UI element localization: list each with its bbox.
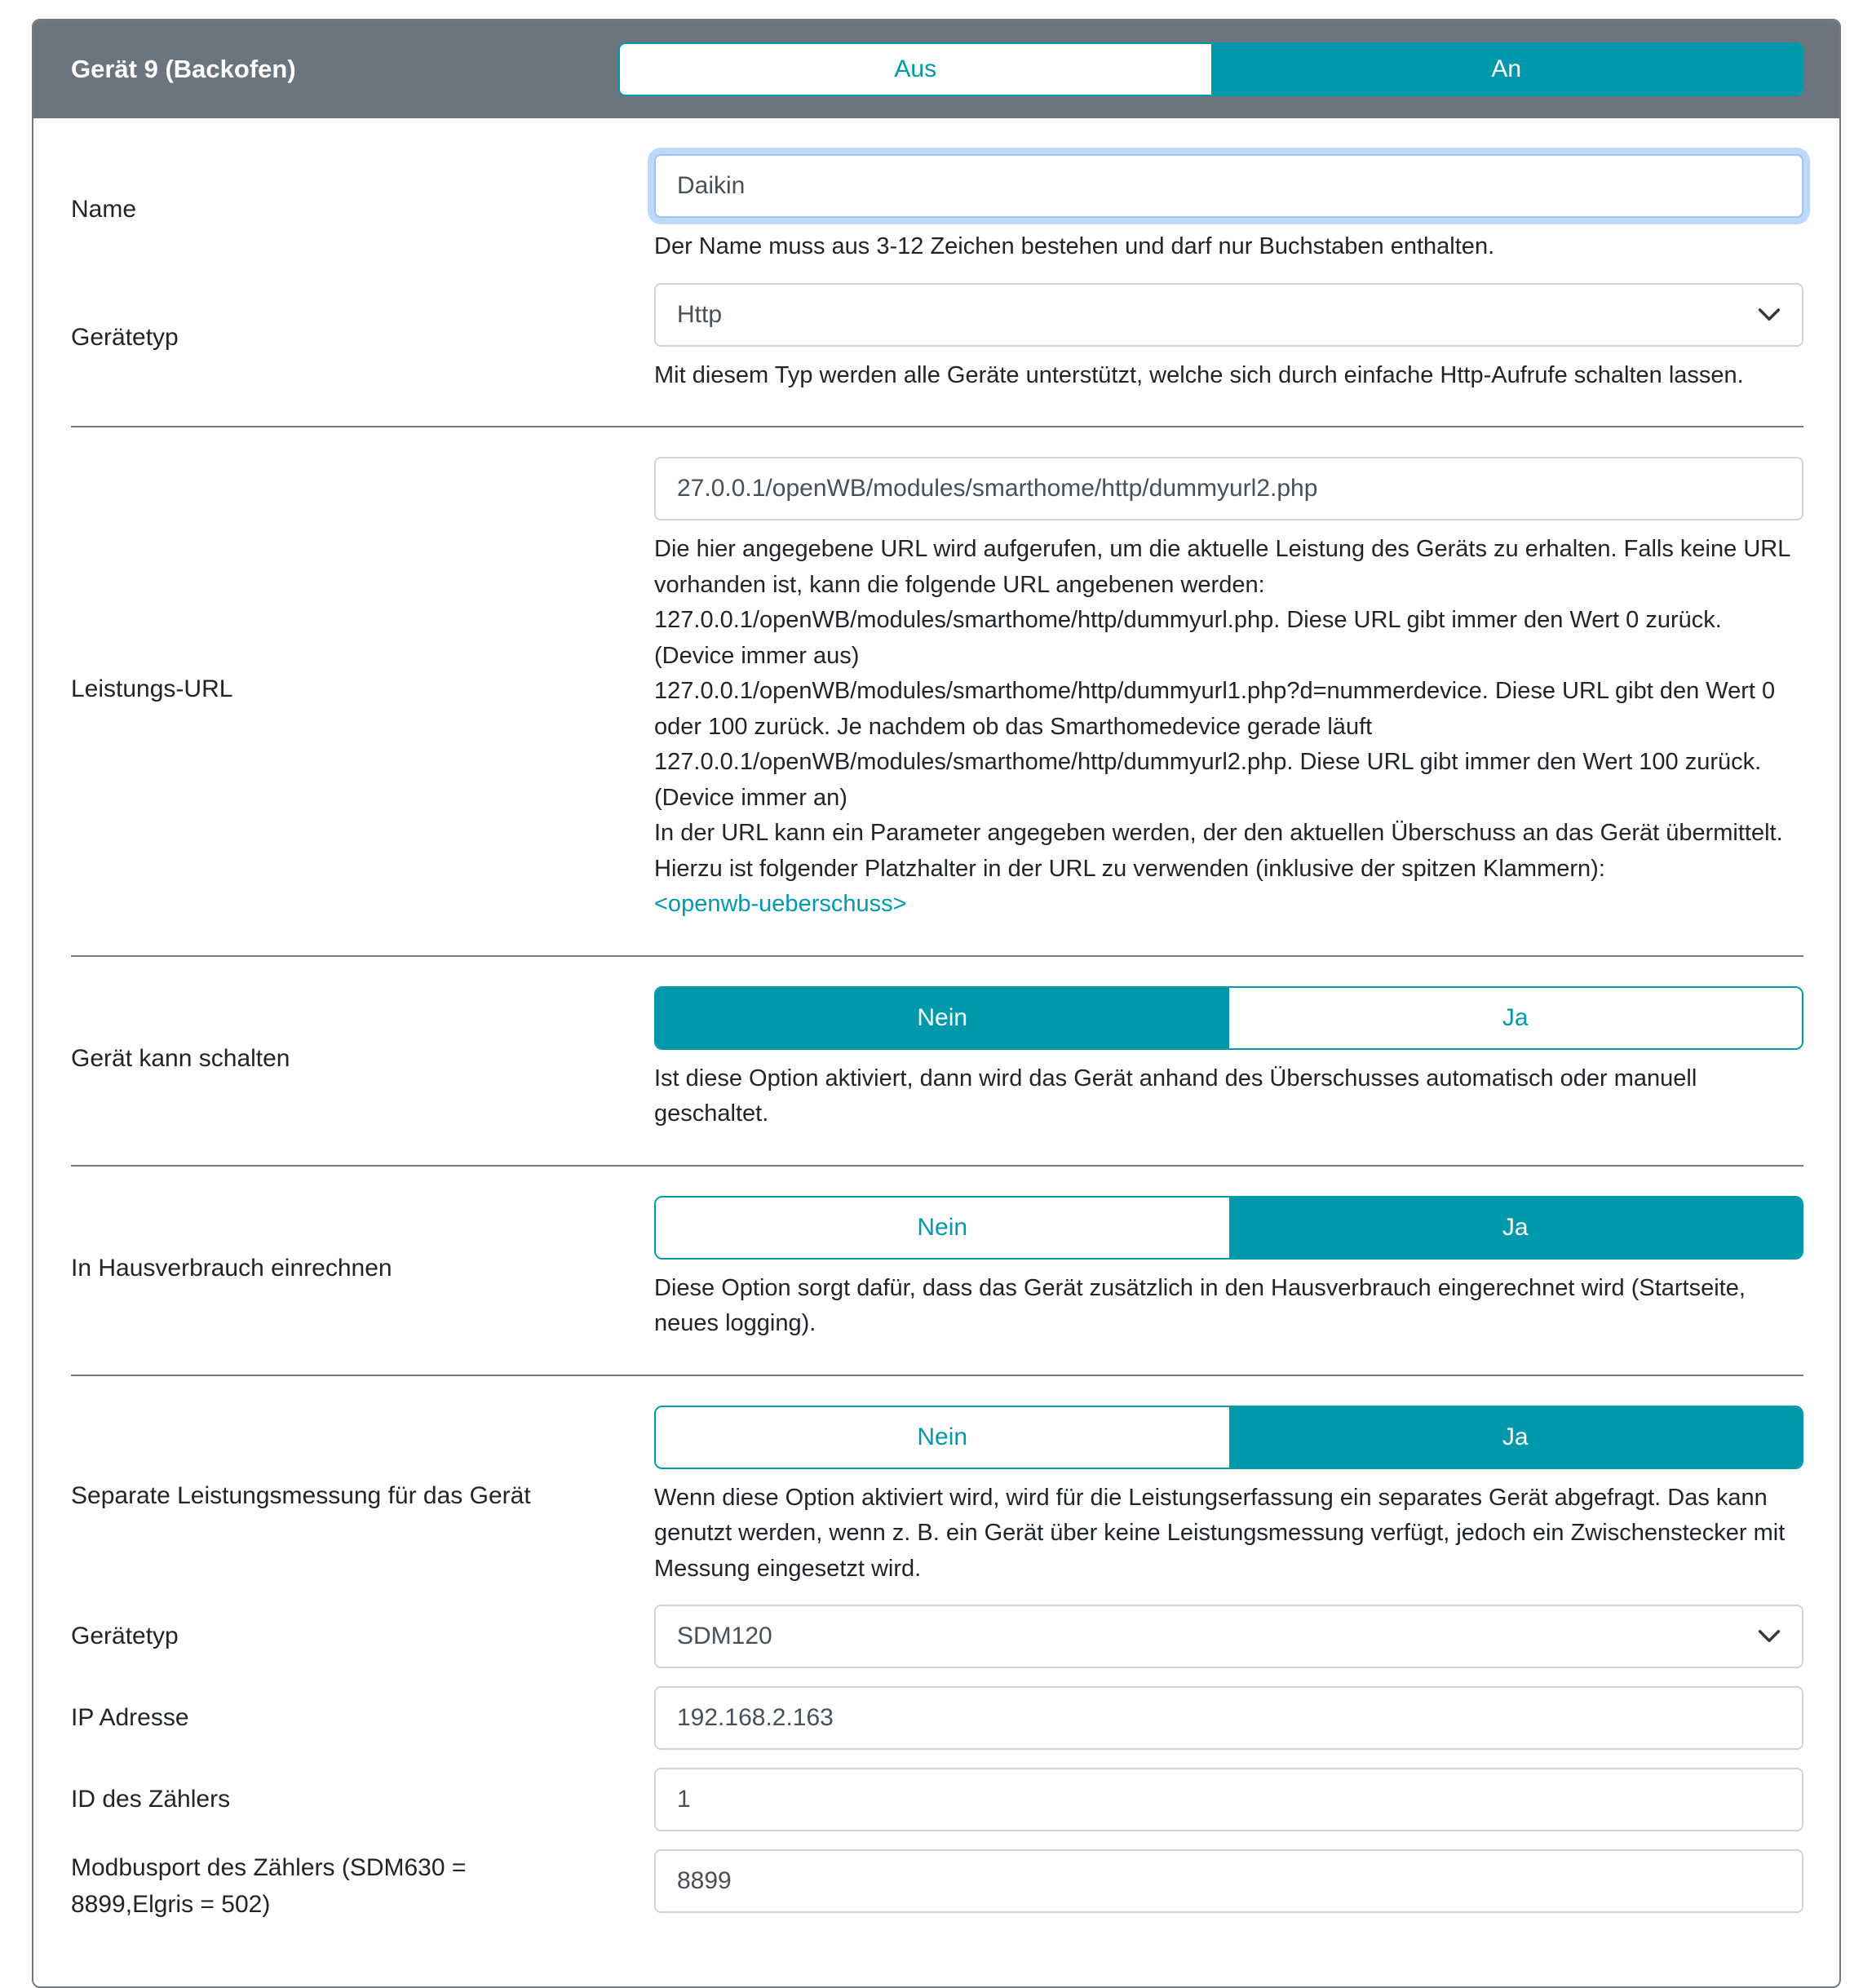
power-url-input[interactable]	[654, 457, 1803, 520]
house-consumption-row	[71, 1196, 1803, 1342]
power-url-help-line: Die hier angegebene URL wird aufgerufen, um die aktuelle Leistung des Geräts zu erhalten. Falls keine URL vorhanden ist, kann die folgende URL angebenen werden:	[654, 536, 1790, 598]
device-power-on-button[interactable]: An	[1211, 44, 1803, 95]
can-switch-yes-button[interactable]: Ja	[1229, 988, 1803, 1048]
meter-type-selected-value: SDM120	[677, 1623, 772, 1649]
separate-measurement-no-button[interactable]: Nein	[656, 1407, 1229, 1468]
device-type-select[interactable]	[654, 283, 1803, 347]
separate-measurement-row	[71, 1406, 1803, 1587]
separate-measurement-label: Separate Leistungsmessung für das Gerät	[71, 1481, 531, 1509]
section-divider	[71, 955, 1803, 957]
meter-type-row	[71, 1605, 1803, 1668]
meter-id-label: ID des Zählers	[71, 1786, 231, 1813]
power-url-help	[654, 532, 1803, 923]
separate-measurement-help: Wenn diese Option aktiviert wird, wird für die Leistungserfassung ein separates Gerät abgefragt. Das kann genutzt werden, wenn z. B. ein Gerät über keine Leistungsmessung verfügt, jedoch ein Zwischenstecker mit Messung eingesetzt wird.	[654, 1484, 1786, 1582]
section-divider	[71, 1375, 1803, 1376]
name-label: Name	[71, 195, 137, 223]
device-power-off-button[interactable]: Aus	[620, 44, 1211, 95]
chevron-down-icon	[1758, 308, 1781, 322]
power-url-help-line: In der URL kann ein Parameter angegeben werden, der den aktuellen Überschuss an das Gerät übermittelt. Hierzu ist folgender Platzhalter in der URL zu verwenden (inklusive der spitzen Klammern):	[654, 820, 1783, 882]
power-url-help-line: 127.0.0.1/openWB/modules/smarthome/http/dummyurl2.php. Diese URL gibt immer den Wert 100 zurück. (Device immer an)	[654, 749, 1762, 811]
modbus-port-input[interactable]	[654, 1849, 1803, 1913]
name-help: Der Name muss aus 3-12 Zeichen bestehen und darf nur Buchstaben enthalten.	[654, 233, 1495, 259]
house-consumption-no-button[interactable]: Nein	[656, 1198, 1229, 1258]
device-title: Gerät 9 (Backofen)	[71, 55, 296, 83]
meter-type-select[interactable]	[654, 1605, 1803, 1668]
ip-address-input[interactable]	[654, 1686, 1803, 1750]
can-switch-label: Gerät kann schalten	[71, 1045, 290, 1072]
can-switch-row	[71, 986, 1803, 1132]
house-consumption-help: Diese Option sorgt dafür, dass das Gerät zusätzlich in den Hausverbrauch eingerechnet wird (Startseite, neues logging).	[654, 1274, 1746, 1336]
house-consumption-label: In Hausverbrauch einrechnen	[71, 1255, 392, 1282]
device-type-row	[71, 283, 1803, 394]
meter-id-row	[71, 1768, 1803, 1831]
ip-address-label: IP Adresse	[71, 1704, 189, 1731]
meter-id-input[interactable]	[654, 1768, 1803, 1831]
separate-measurement-toggle	[654, 1406, 1803, 1469]
device-type-help: Mit diesem Typ werden alle Geräte unterstützt, welche sich durch einfache Http-Aufrufe schalten lassen.	[654, 361, 1744, 388]
name-input[interactable]	[654, 154, 1803, 218]
device-settings-card	[32, 19, 1841, 1988]
separate-measurement-yes-button[interactable]: Ja	[1229, 1407, 1803, 1468]
device-card-header	[33, 20, 1839, 118]
modbus-port-label: Modbusport des Zählers (SDM630 = 8899,Elgris = 502)	[71, 1854, 467, 1918]
power-url-row	[71, 457, 1803, 923]
device-power-toggle	[618, 42, 1803, 96]
can-switch-toggle	[654, 986, 1803, 1050]
power-url-label: Leistungs-URL	[71, 675, 233, 703]
power-url-help-line: 127.0.0.1/openWB/modules/smarthome/http/dummyurl1.php?d=nummerdevice. Diese URL gibt den Wert 0 oder 100 zurück. Je nachdem ob das Smarthomedevice gerade läuft	[654, 678, 1776, 740]
house-consumption-yes-button[interactable]: Ja	[1229, 1198, 1803, 1258]
house-consumption-toggle	[654, 1196, 1803, 1260]
ueberschuss-placeholder-token: <openwb-ueberschuss>	[654, 891, 907, 917]
section-divider	[71, 1165, 1803, 1167]
device-type-selected-value: Http	[677, 300, 723, 328]
name-row	[71, 154, 1803, 265]
meter-type-label: Gerätetyp	[71, 1623, 179, 1649]
can-switch-help: Ist diese Option aktiviert, dann wird das Gerät anhand des Überschusses automatisch oder manuell geschaltet.	[654, 1065, 1697, 1127]
ip-address-row	[71, 1686, 1803, 1750]
section-divider	[71, 426, 1803, 427]
modbus-port-row	[71, 1849, 1803, 1923]
device-card-body	[33, 118, 1839, 1986]
power-url-help-line: 127.0.0.1/openWB/modules/smarthome/http/dummyurl.php. Diese URL gibt immer den Wert 0 zurück. (Device immer aus)	[654, 607, 1722, 669]
device-type-label: Gerätetyp	[71, 324, 179, 352]
can-switch-no-button[interactable]: Nein	[656, 988, 1229, 1048]
chevron-down-icon	[1758, 1629, 1781, 1644]
